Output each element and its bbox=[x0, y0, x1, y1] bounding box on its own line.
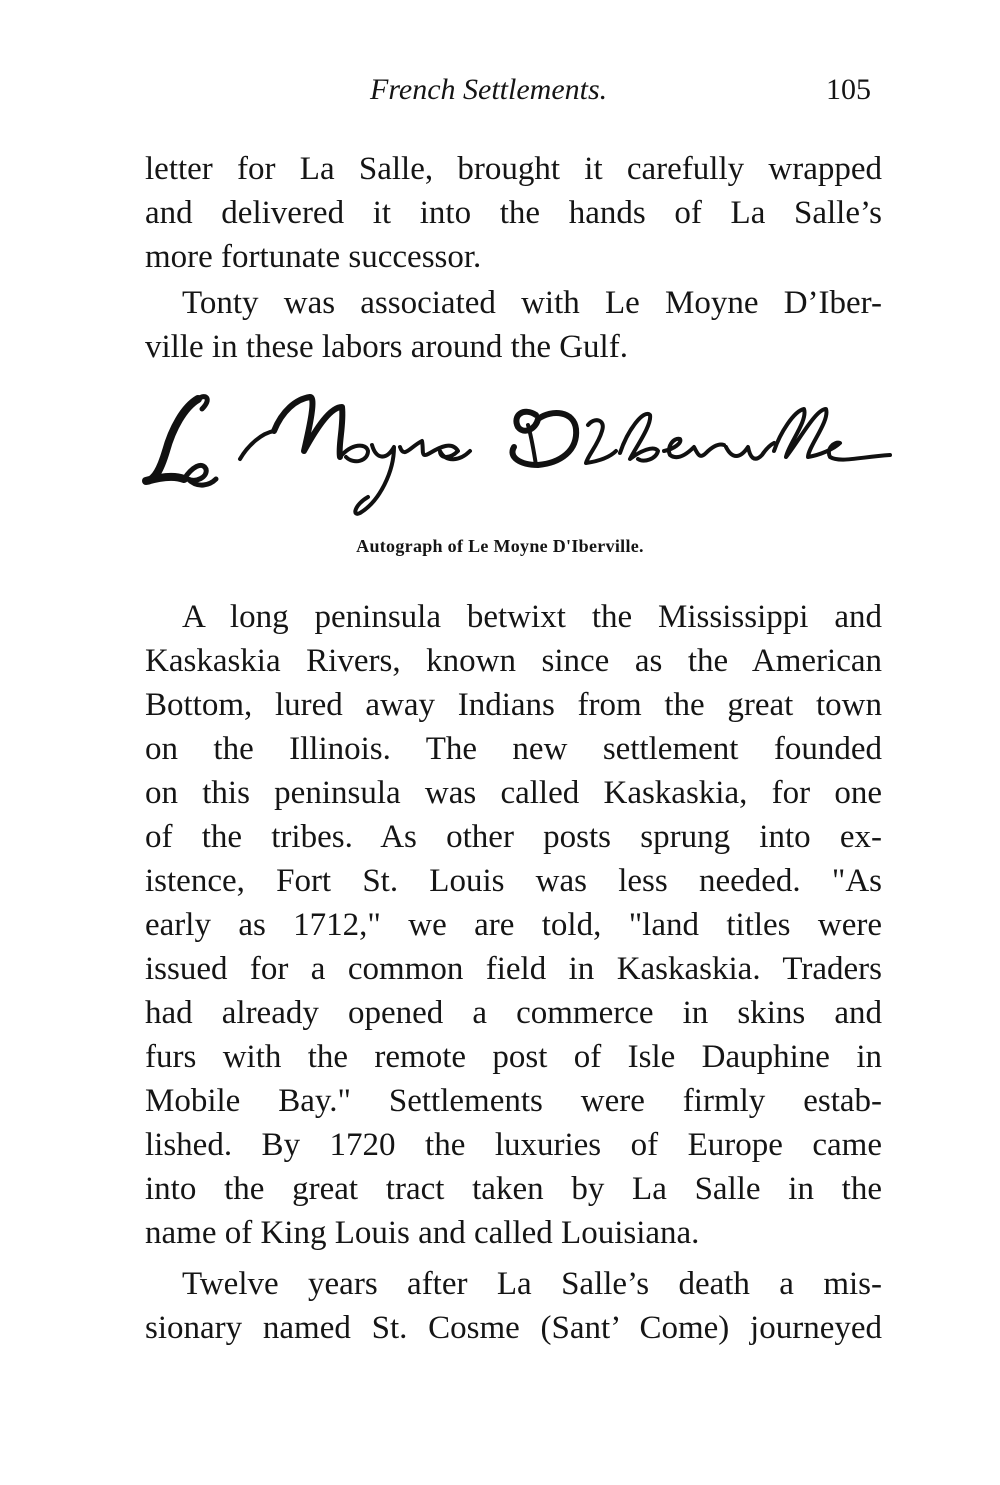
text-line: Bottom, lured away Indians from the great town bbox=[145, 687, 882, 723]
text-line: letter for La Salle, brought it carefully wrapped bbox=[145, 151, 882, 187]
text-line: A long peninsula betwixt the Mississippi and bbox=[182, 599, 882, 635]
paragraph-4 bbox=[145, 1262, 882, 1350]
text-line: on this peninsula was called Kaskaskia, for one bbox=[145, 775, 882, 811]
paragraph-1 bbox=[145, 147, 882, 279]
text-line: Kaskaskia Rivers, known since as the American bbox=[145, 643, 882, 679]
text-line: sionary named St. Cosme (Sant’ Come) journeyed bbox=[145, 1310, 882, 1346]
text-line: ville in these labors around the Gulf. bbox=[145, 329, 628, 365]
text-line: issued for a common field in Kaskaskia. Traders bbox=[145, 951, 882, 987]
figure-caption: Autograph of Le Moyne D'Iberville. bbox=[356, 536, 644, 556]
text-line: more fortunate successor. bbox=[145, 239, 482, 275]
paragraph-2 bbox=[145, 281, 882, 369]
text-line: on the Illinois. The new settlement founded bbox=[145, 731, 882, 767]
text-line: and delivered it into the hands of La Salle’s bbox=[145, 195, 882, 231]
autograph-signature bbox=[140, 385, 900, 530]
text-line: into the great tract taken by La Salle in the bbox=[145, 1171, 882, 1207]
running-title: French Settlements. bbox=[370, 73, 608, 106]
text-line: name of King Louis and called Louisiana. bbox=[145, 1215, 700, 1251]
text-line: istence, Fort St. Louis was less needed. "As bbox=[145, 863, 882, 899]
text-line: early as 1712," we are told, "land titles were bbox=[145, 907, 882, 943]
text-line: had already opened a commerce in skins and bbox=[145, 995, 882, 1031]
paragraph-3 bbox=[145, 595, 882, 1255]
text-line: Mobile Bay." Settlements were firmly estab- bbox=[145, 1083, 882, 1119]
text-line: furs with the remote post of Isle Dauphine in bbox=[145, 1039, 882, 1075]
page-number: 105 bbox=[826, 73, 871, 106]
text-line: of the tribes. As other posts sprung into ex- bbox=[145, 819, 882, 855]
text-line: Tonty was associated with Le Moyne D’Iber- bbox=[182, 285, 882, 321]
text-line: lished. By 1720 the luxuries of Europe came bbox=[145, 1127, 882, 1163]
text-line: Twelve years after La Salle’s death a mis- bbox=[182, 1266, 882, 1302]
